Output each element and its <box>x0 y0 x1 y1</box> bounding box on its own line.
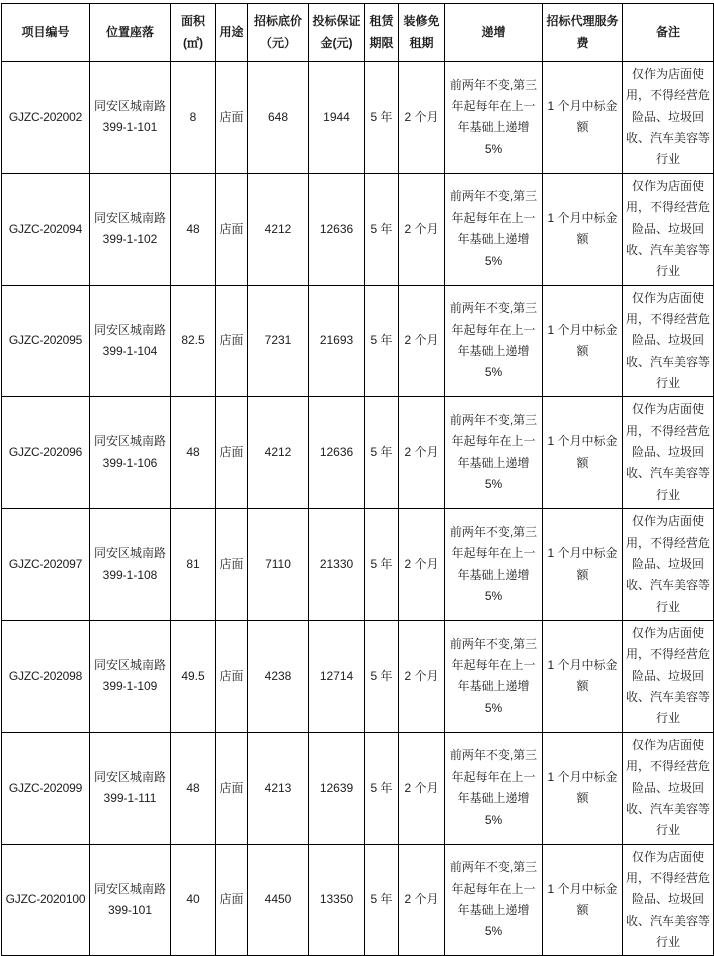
cell-lease_term: 5 年 <box>365 844 399 956</box>
col-header-rent_free: 装修免租期 <box>399 4 445 62</box>
cell-use: 店面 <box>216 62 248 174</box>
cell-base_price: 7231 <box>248 285 309 397</box>
cell-rent_free: 2 个月 <box>399 620 445 732</box>
cell-project_id: GJZC-202098 <box>2 620 90 732</box>
cell-rent_free: 2 个月 <box>399 844 445 956</box>
cell-rent_free: 2 个月 <box>399 397 445 509</box>
cell-agency_fee: 1 个月中标金额 <box>543 62 623 174</box>
cell-remark: 仅作为店面使用，不得经营危险品、垃圾回收、汽车美容等行业 <box>623 509 714 621</box>
col-header-remark: 备注 <box>623 4 714 62</box>
col-header-area: 面积(㎡) <box>171 4 216 62</box>
cell-project_id: GJZC-202002 <box>2 62 90 174</box>
table-row <box>2 509 714 621</box>
cell-remark: 仅作为店面使用，不得经营危险品、垃圾回收、汽车美容等行业 <box>623 285 714 397</box>
cell-use: 店面 <box>216 732 248 844</box>
cell-deposit: 1944 <box>309 62 365 174</box>
cell-project_id: GJZC-202095 <box>2 285 90 397</box>
table-body <box>2 62 714 956</box>
cell-location: 同安区城南路399-101 <box>90 844 171 956</box>
cell-use: 店面 <box>216 509 248 621</box>
cell-rent_free: 2 个月 <box>399 732 445 844</box>
cell-increment: 前两年不变,第三年起每年在上一年基础上递增 5% <box>445 620 543 732</box>
cell-area: 48 <box>171 397 216 509</box>
cell-lease_term: 5 年 <box>365 397 399 509</box>
cell-base_price: 4212 <box>248 397 309 509</box>
cell-area: 49.5 <box>171 620 216 732</box>
cell-agency_fee: 1 个月中标金额 <box>543 173 623 285</box>
col-header-increment: 递增 <box>445 4 543 62</box>
cell-agency_fee: 1 个月中标金额 <box>543 397 623 509</box>
cell-location: 同安区城南路399-1-102 <box>90 173 171 285</box>
cell-area: 40 <box>171 844 216 956</box>
cell-deposit: 12639 <box>309 732 365 844</box>
cell-area: 48 <box>171 173 216 285</box>
col-header-lease_term: 租赁期限 <box>365 4 399 62</box>
cell-area: 81 <box>171 509 216 621</box>
cell-increment: 前两年不变,第三年起每年在上一年基础上递增 5% <box>445 732 543 844</box>
cell-location: 同安区城南路399-1-109 <box>90 620 171 732</box>
cell-project_id: GJZC-202099 <box>2 732 90 844</box>
cell-agency_fee: 1 个月中标金额 <box>543 285 623 397</box>
cell-rent_free: 2 个月 <box>399 509 445 621</box>
cell-agency_fee: 1 个月中标金额 <box>543 509 623 621</box>
cell-area: 48 <box>171 732 216 844</box>
col-header-use: 用途 <box>216 4 248 62</box>
cell-remark: 仅作为店面使用，不得经营危险品、垃圾回收、汽车美容等行业 <box>623 844 714 956</box>
cell-rent_free: 2 个月 <box>399 62 445 174</box>
cell-increment: 前两年不变,第三年起每年在上一年基础上递增 5% <box>445 285 543 397</box>
cell-use: 店面 <box>216 173 248 285</box>
cell-deposit: 12636 <box>309 173 365 285</box>
cell-area: 8 <box>171 62 216 174</box>
cell-remark: 仅作为店面使用，不得经营危险品、垃圾回收、汽车美容等行业 <box>623 173 714 285</box>
cell-lease_term: 5 年 <box>365 509 399 621</box>
cell-use: 店面 <box>216 620 248 732</box>
cell-agency_fee: 1 个月中标金额 <box>543 732 623 844</box>
cell-deposit: 21693 <box>309 285 365 397</box>
cell-base_price: 4238 <box>248 620 309 732</box>
cell-project_id: GJZC-202094 <box>2 173 90 285</box>
cell-rent_free: 2 个月 <box>399 285 445 397</box>
header-row <box>2 4 714 62</box>
cell-increment: 前两年不变,第三年起每年在上一年基础上递增 5% <box>445 397 543 509</box>
cell-deposit: 12636 <box>309 397 365 509</box>
cell-base_price: 4213 <box>248 732 309 844</box>
rental-listings-table <box>1 3 714 956</box>
cell-remark: 仅作为店面使用，不得经营危险品、垃圾回收、汽车美容等行业 <box>623 620 714 732</box>
cell-use: 店面 <box>216 285 248 397</box>
cell-lease_term: 5 年 <box>365 732 399 844</box>
cell-increment: 前两年不变,第三年起每年在上一年基础上递增 5% <box>445 844 543 956</box>
col-header-agency_fee: 招标代理服务费 <box>543 4 623 62</box>
cell-lease_term: 5 年 <box>365 62 399 174</box>
cell-location: 同安区城南路399-1-111 <box>90 732 171 844</box>
col-header-deposit: 投标保证金(元) <box>309 4 365 62</box>
cell-location: 同安区城南路399-1-104 <box>90 285 171 397</box>
cell-base_price: 4212 <box>248 173 309 285</box>
cell-location: 同安区城南路399-1-101 <box>90 62 171 174</box>
cell-base_price: 648 <box>248 62 309 174</box>
table-row <box>2 732 714 844</box>
cell-location: 同安区城南路399-1-108 <box>90 509 171 621</box>
table-row <box>2 620 714 732</box>
cell-remark: 仅作为店面使用，不得经营危险品、垃圾回收、汽车美容等行业 <box>623 732 714 844</box>
cell-location: 同安区城南路399-1-106 <box>90 397 171 509</box>
table-row <box>2 844 714 956</box>
cell-rent_free: 2 个月 <box>399 173 445 285</box>
cell-base_price: 7110 <box>248 509 309 621</box>
cell-area: 82.5 <box>171 285 216 397</box>
cell-lease_term: 5 年 <box>365 173 399 285</box>
cell-use: 店面 <box>216 397 248 509</box>
cell-lease_term: 5 年 <box>365 620 399 732</box>
cell-deposit: 12714 <box>309 620 365 732</box>
cell-base_price: 4450 <box>248 844 309 956</box>
cell-deposit: 21330 <box>309 509 365 621</box>
col-header-location: 位置座落 <box>90 4 171 62</box>
cell-remark: 仅作为店面使用，不得经营危险品、垃圾回收、汽车美容等行业 <box>623 62 714 174</box>
cell-agency_fee: 1 个月中标金额 <box>543 620 623 732</box>
cell-lease_term: 5 年 <box>365 285 399 397</box>
col-header-project_id: 项目编号 <box>2 4 90 62</box>
cell-agency_fee: 1 个月中标金额 <box>543 844 623 956</box>
cell-increment: 前两年不变,第三年起每年在上一年基础上递增 5% <box>445 509 543 621</box>
cell-deposit: 13350 <box>309 844 365 956</box>
cell-increment: 前两年不变,第三年起每年在上一年基础上递增 5% <box>445 173 543 285</box>
cell-project_id: GJZC-2020100 <box>2 844 90 956</box>
table-row <box>2 285 714 397</box>
cell-use: 店面 <box>216 844 248 956</box>
col-header-base_price: 招标底价（元） <box>248 4 309 62</box>
table-row <box>2 173 714 285</box>
cell-project_id: GJZC-202096 <box>2 397 90 509</box>
cell-project_id: GJZC-202097 <box>2 509 90 621</box>
table-row <box>2 62 714 174</box>
cell-increment: 前两年不变,第三年起每年在上一年基础上递增 5% <box>445 62 543 174</box>
cell-remark: 仅作为店面使用，不得经营危险品、垃圾回收、汽车美容等行业 <box>623 397 714 509</box>
table-row <box>2 397 714 509</box>
